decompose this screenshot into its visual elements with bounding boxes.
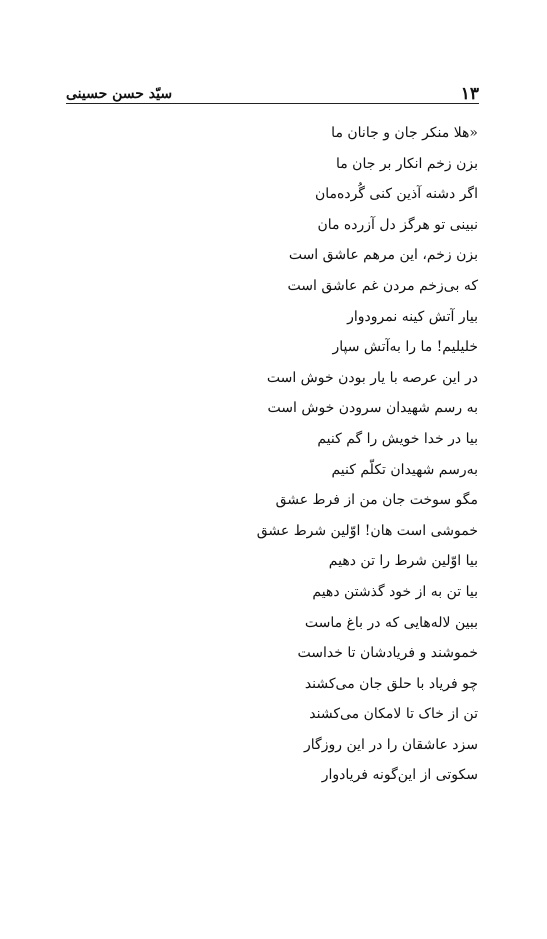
poem-line: اگر دشنه آذین کنی گُردەمان	[314, 186, 478, 203]
header-rule	[66, 103, 479, 104]
poem-line: چو فریاد با حلق جان می‌کشند	[304, 675, 478, 692]
page-header	[66, 82, 479, 104]
running-head: سیّد حسن حسینی	[66, 86, 173, 102]
poem-line: که بی‌زخم مردن غم عاشق است	[287, 277, 478, 294]
poem-line: خموشند و فریادشان تا خداست	[297, 645, 478, 662]
poem-line: بزن زخم انکار بر جان ما	[335, 155, 478, 172]
poem-body	[98, 118, 478, 791]
poem-line: بیا اوّلین شرط را تن دهیم	[328, 553, 478, 570]
poem-line: مگو سوخت جان من از فرط عشق	[275, 492, 478, 509]
poem-line: نبینی تو هرگز دل آزرده مان	[317, 216, 478, 233]
poem-line: خلیلیم! ما را به‌آتش سپار	[332, 339, 478, 356]
poem-line: بزن زخم، این مرهم عاشق است	[288, 247, 478, 264]
poem-line: ببین لاله‌هایی که در باغ ماست	[304, 614, 478, 631]
poem-line: خموشی است هان! اوّلین شرط عشق	[256, 522, 478, 539]
poem-line: بیا تن به از خود گذشتن دهیم	[312, 583, 478, 600]
poem-line: به رسم شهیدان سرودن خوش است	[267, 400, 478, 417]
poem-line: در این عرصه با یار بودن خوش است	[266, 369, 478, 386]
poem-line: تن از خاک تا لامکان می‌کشند	[309, 706, 478, 723]
poem-line: سکوتی از این‌گونه فریادوار	[321, 767, 478, 784]
poem-line: «هلا منکر جان و جانان ما	[331, 125, 478, 141]
page-number: ۱۳	[460, 84, 479, 104]
poem-line: سزد عاشقان را در این روزگار	[304, 736, 478, 753]
poem-line: به‌رسم شهیدان تکلّم کنیم	[331, 461, 478, 478]
poem-line: بیا در خدا خویش را گم کنیم	[317, 430, 478, 447]
poem-line: بیار آتش کینه نمرودوار	[347, 308, 478, 325]
